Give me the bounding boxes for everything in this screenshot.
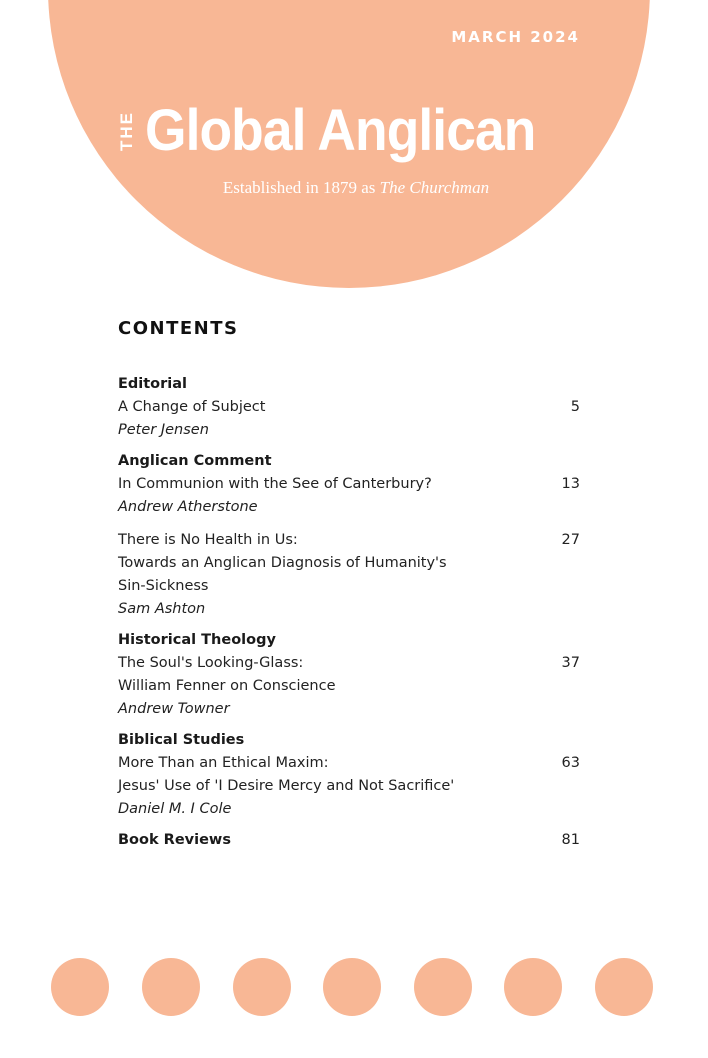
decorative-dot — [414, 958, 472, 1016]
issue-date: MARCH 2024 — [451, 28, 580, 46]
toc-entry[interactable] — [118, 450, 580, 519]
author: Peter Jensen — [118, 422, 209, 438]
decorative-dot — [595, 958, 653, 1016]
article-title-line: There is No Health in Us: — [118, 532, 298, 548]
article-title-line: William Fenner on Conscience — [118, 678, 336, 694]
article-title-line: The Soul's Looking-Glass: — [118, 655, 304, 671]
journal-title — [118, 96, 569, 166]
article-title — [118, 396, 265, 419]
toc-entry[interactable] — [118, 373, 580, 442]
article-title-line: A Change of Subject — [118, 399, 266, 415]
tagline-former-title: The Churchman — [379, 178, 490, 197]
title-main: Global Anglican — [145, 98, 536, 163]
author: Andrew Towner — [118, 701, 230, 717]
page-number: 81 — [561, 832, 580, 848]
section-title: Book Reviews — [118, 832, 231, 848]
author: Daniel M. I Cole — [118, 801, 232, 817]
article-title-line: Towards an Anglican Diagnosis of Humanity's — [118, 555, 447, 571]
author: Andrew Atherstone — [118, 499, 258, 515]
article-title-line: In Communion with the See of Canterbury? — [118, 476, 432, 492]
article-title-line: Sin-Sickness — [118, 578, 209, 594]
decorative-dot — [233, 958, 291, 1016]
table-of-contents — [118, 318, 580, 860]
section-title: Biblical Studies — [118, 732, 245, 748]
article-title — [118, 529, 447, 598]
article-title — [118, 752, 454, 798]
article-title-line: Jesus' Use of 'I Desire Mercy and Not Sacrifice' — [118, 778, 455, 794]
toc-entry[interactable] — [118, 729, 580, 821]
title-prefix: THE — [117, 111, 136, 151]
author: Sam Ashton — [118, 601, 206, 617]
page-number: 13 — [561, 476, 580, 492]
tagline — [0, 178, 708, 198]
section-title: Anglican Comment — [118, 453, 272, 469]
section-title: Historical Theology — [118, 632, 276, 648]
article-title-line: More Than an Ethical Maxim: — [118, 755, 329, 771]
toc-entry[interactable] — [118, 629, 580, 721]
page-number: 5 — [570, 399, 580, 415]
decorative-dots — [0, 958, 708, 1018]
decorative-dot — [51, 958, 109, 1016]
tagline-text: Established in 1879 as — [222, 178, 380, 197]
toc-entry-book-reviews[interactable] — [118, 829, 580, 852]
decorative-dot — [323, 958, 381, 1016]
section-title: Editorial — [118, 376, 188, 392]
decorative-dot — [142, 958, 200, 1016]
article-title — [118, 473, 432, 496]
page-number: 63 — [561, 755, 580, 771]
toc-entry[interactable] — [118, 529, 580, 621]
contents-heading: CONTENTS — [118, 318, 239, 339]
article-title — [118, 652, 336, 698]
page-number: 37 — [561, 655, 580, 671]
page-number: 27 — [561, 532, 580, 548]
decorative-dot — [504, 958, 562, 1016]
